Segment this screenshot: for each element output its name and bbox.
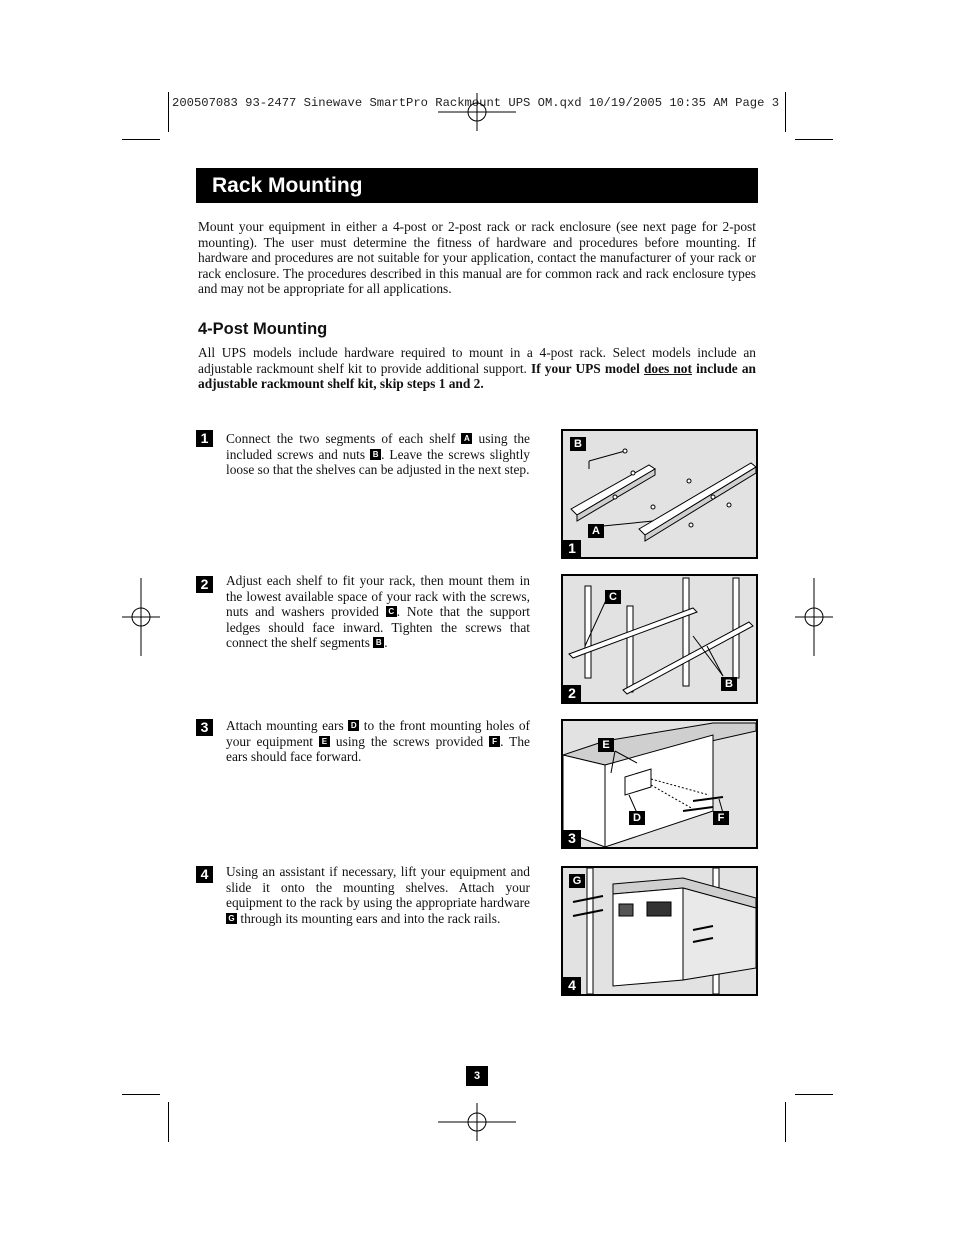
part-label: C	[386, 606, 397, 617]
figure-label: G	[569, 874, 585, 888]
step-text: Connect the two segments of each shelf A using the included screws and nuts B . Leave the screws slightly loose so that the shelves can be adjusted in the next step.	[226, 431, 530, 478]
part-label: F	[489, 736, 500, 747]
intro-paragraph: Mount your equipment in either a 4-post or 2-post rack or rack enclosure (see next page for 2-post mounting). The user must determine the fitness of hardware and procedures before mounting. If hardware and procedures are not suitable for your application, contact the manufacturer of your rack or rack enclosure. The procedures described in this manual are for common rack and rack enclosure types and may not be appropriate for all applications.	[198, 219, 756, 297]
part-label: E	[319, 736, 330, 747]
file-slug: 200507083 93-2477 Sinewave SmartPro Rackmount UPS OM.qxd 10/19/2005 10:35 AM Page 3	[172, 96, 780, 110]
registration-mark-icon	[438, 1103, 516, 1141]
shelf-assembly-illustration	[563, 431, 756, 557]
crop-mark	[122, 1094, 160, 1095]
subsection-paragraph	[198, 345, 756, 392]
crop-mark	[122, 139, 160, 140]
figure-label: E	[598, 738, 614, 752]
registration-mark-icon	[795, 578, 833, 656]
figure-label: F	[713, 811, 729, 825]
step-text: Attach mounting ears D to the front mounting holes of your equipment E using the screws provided F . The ears should face forward.	[226, 718, 530, 765]
step-figure-equipment-install	[561, 866, 758, 996]
figure-number: 1	[563, 540, 581, 557]
part-label: G	[226, 913, 237, 924]
equipment-install-illustration	[563, 868, 756, 994]
registration-mark-icon	[438, 93, 516, 131]
page-number: 3	[466, 1066, 488, 1086]
step-number: 4	[196, 866, 213, 883]
step-number: 2	[196, 576, 213, 593]
step-figure-mounting-ears	[561, 719, 758, 849]
registration-mark-icon	[122, 578, 160, 656]
emphasis-underline: does not	[643, 360, 692, 376]
subsection-bold-text: If your UPS model does not include an adjustable rackmount shelf kit, skip steps 1 and 2.	[198, 360, 756, 392]
section-title: Rack Mounting	[196, 168, 758, 203]
figure-label: B	[721, 677, 737, 691]
part-label: A	[461, 433, 472, 444]
figure-number: 2	[563, 685, 581, 702]
figure-label: D	[629, 811, 645, 825]
step-number: 3	[196, 719, 213, 736]
figure-label: A	[588, 524, 604, 538]
step-text: Adjust each shelf to fit your rack, then mount them in the lowest available space of your rack with the screws, nuts and washers provided C . Note that the support ledges should face inward. Tighten the screws that connect the shelf segments B .	[226, 573, 530, 651]
crop-mark	[168, 1102, 169, 1142]
subsection-text: All UPS models include hardware required to mount in a 4-post rack. Select models include an adjustable rackmount shelf kit to provide additional support.	[198, 345, 756, 376]
crop-mark	[795, 139, 833, 140]
part-label: B	[370, 449, 381, 460]
crop-mark	[795, 1094, 833, 1095]
figure-number: 4	[563, 977, 581, 994]
step-text: Using an assistant if necessary, lift your equipment and slide it onto the mounting shelves. Attach your equipment to the rack by using the appropriate hardware G through its mounting ears and into the rack rails.	[226, 864, 530, 926]
step-figure-shelf-install	[561, 574, 758, 704]
crop-mark	[168, 92, 169, 132]
mounting-ears-illustration	[563, 721, 756, 847]
step-figure-shelf-assembly	[561, 429, 758, 559]
part-label: D	[348, 720, 359, 731]
figure-label: B	[570, 437, 586, 451]
subsection-title: 4-Post Mounting	[198, 320, 328, 338]
figure-number: 3	[563, 830, 581, 847]
figure-label: C	[605, 590, 621, 604]
crop-mark	[785, 1102, 786, 1142]
step-number: 1	[196, 430, 213, 447]
crop-mark	[785, 92, 786, 132]
part-label: B	[373, 637, 384, 648]
